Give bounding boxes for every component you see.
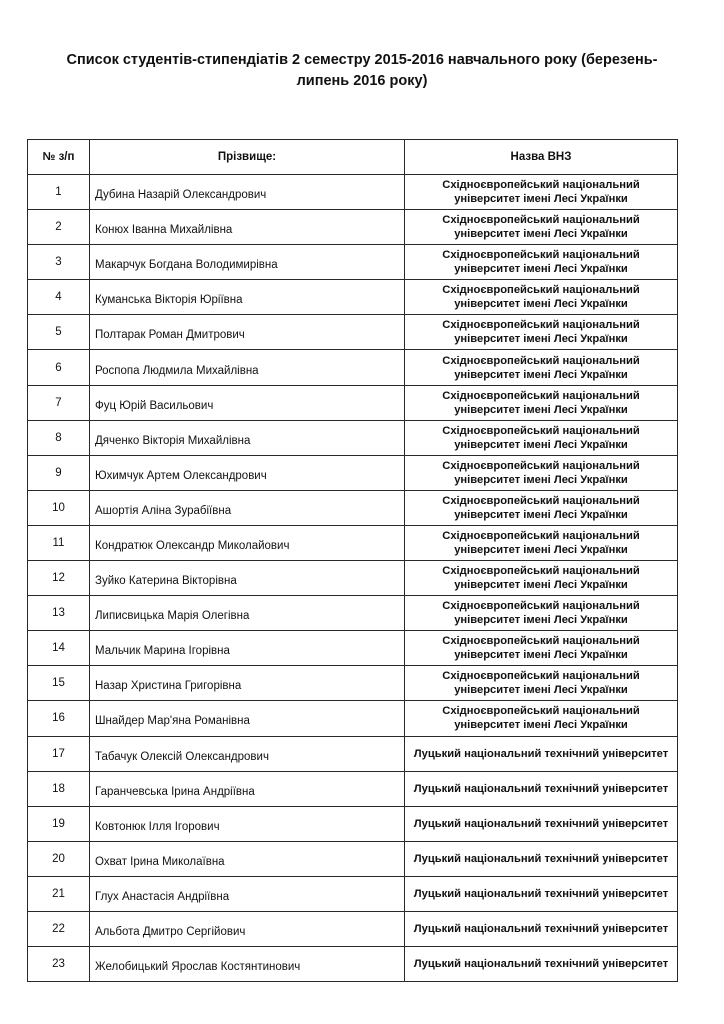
university-line: Східноєвропейський національний [442,319,640,332]
university-line: Східноєвропейський національний [442,354,640,367]
university-name [405,947,678,982]
student-name: Конюх Іванна Михайлівна [90,210,405,245]
university-name [405,771,678,806]
row-number: 23 [28,947,90,982]
table-header-row [28,140,678,175]
university-name [405,666,678,701]
university-name [405,385,678,420]
university-line: Луцький національний технічний університет [413,887,669,900]
university-line: університет імені Лесі Українки [454,298,628,311]
university-name [405,911,678,946]
row-number: 18 [28,771,90,806]
university-line: Східноєвропейський національний [442,529,640,542]
header-university: Назва ВНЗ [405,140,678,175]
student-name: Альбота Дмитро Сергійович [90,911,405,946]
table-row [28,525,678,560]
table-row [28,806,678,841]
table-row [28,911,678,946]
table-row [28,596,678,631]
university-line: Луцький національний технічний університет [413,817,669,830]
university-name [405,701,678,736]
university-name [405,841,678,876]
student-name: Липисвицька Марія Олегівна [90,596,405,631]
university-name [405,596,678,631]
table-row [28,666,678,701]
student-name: Роспопа Людмила Михайлівна [90,350,405,385]
university-line: Луцький національний технічний університет [413,747,669,760]
row-number: 14 [28,631,90,666]
table-row [28,771,678,806]
table-row [28,280,678,315]
student-name: Табачук Олексій Олександрович [90,736,405,771]
university-line: університет імені Лесі Українки [454,193,628,206]
university-name [405,561,678,596]
student-name: Охват Ірина Миколаївна [90,841,405,876]
row-number: 13 [28,596,90,631]
university-line: університет імені Лесі Українки [454,719,628,732]
row-number: 1 [28,175,90,210]
table-row [28,175,678,210]
university-name [405,736,678,771]
header-surname: Прізвище: [90,140,405,175]
university-line: Луцький національний технічний університет [413,923,669,936]
row-number: 8 [28,420,90,455]
university-line: Східноєвропейський національний [442,389,640,402]
row-number: 4 [28,280,90,315]
university-name [405,175,678,210]
university-name [405,525,678,560]
table-row [28,210,678,245]
row-number: 6 [28,350,90,385]
row-number: 9 [28,455,90,490]
student-name: Дяченко Вікторія Михайлівна [90,420,405,455]
row-number: 20 [28,841,90,876]
university-name [405,490,678,525]
table-row [28,736,678,771]
university-line: університет імені Лесі Українки [454,368,628,381]
student-name: Ковтонюк Ілля Ігорович [90,806,405,841]
table-row [28,561,678,596]
university-line: Східноєвропейський національний [442,284,640,297]
university-line: університет імені Лесі Українки [454,543,628,556]
student-name: Полтарак Роман Дмитрович [90,315,405,350]
row-number: 10 [28,490,90,525]
student-name: Юхимчук Артем Олександрович [90,455,405,490]
university-line: Східноєвропейський національний [442,494,640,507]
row-number: 2 [28,210,90,245]
student-name: Глух Анастасія Андріївна [90,876,405,911]
university-name [405,245,678,280]
student-name: Зуйко Катерина Вікторівна [90,561,405,596]
row-number: 15 [28,666,90,701]
university-line: Східноєвропейський національний [442,424,640,437]
header-number: № з/п [28,140,90,175]
table-row [28,947,678,982]
table-row [28,420,678,455]
title-line-1: Список студентів-стипендіатів 2 семестру 2015-2016 навчального року (березень- [66,52,658,68]
student-name: Куманська Вікторія Юріївна [90,280,405,315]
university-name [405,806,678,841]
university-name [405,876,678,911]
university-line: університет імені Лесі Українки [454,263,628,276]
university-name [405,455,678,490]
university-line: Східноєвропейський національний [442,670,640,683]
university-line: Луцький національний технічний університет [413,782,669,795]
table-row [28,701,678,736]
row-number: 21 [28,876,90,911]
university-line: університет імені Лесі Українки [454,649,628,662]
university-name [405,315,678,350]
student-name: Макарчук Богдана Володимирівна [90,245,405,280]
table-row [28,455,678,490]
student-name: Гаранчевська Ірина Андріївна [90,771,405,806]
row-number: 22 [28,911,90,946]
university-line: університет імені Лесі Українки [454,333,628,346]
university-line: Східноєвропейський національний [442,565,640,578]
row-number: 19 [28,806,90,841]
student-name: Кондратюк Олександр Миколайович [90,525,405,560]
table-row [28,350,678,385]
university-line: університет імені Лесі Українки [454,228,628,241]
university-line: Східноєвропейський національний [442,249,640,262]
university-line: Східноєвропейський національний [442,600,640,613]
table-row [28,385,678,420]
student-name: Назар Христина Григорівна [90,666,405,701]
university-line: Східноєвропейський національний [442,179,640,192]
student-name: Мальчик Марина Ігорівна [90,631,405,666]
table-row [28,631,678,666]
student-name: Шнайдер Мар'яна Романівна [90,701,405,736]
row-number: 12 [28,561,90,596]
title-line-2: липень 2016 року) [296,73,428,89]
university-line: Луцький національний технічний університет [413,958,669,971]
scholarship-table [27,139,678,982]
row-number: 7 [28,385,90,420]
university-line: Східноєвропейський національний [442,705,640,718]
university-line: університет імені Лесі Українки [454,473,628,486]
university-line: університет імені Лесі Українки [454,403,628,416]
row-number: 3 [28,245,90,280]
student-name: Фуц Юрій Васильович [90,385,405,420]
university-name [405,210,678,245]
university-line: Східноєвропейський національний [442,635,640,648]
student-name: Дубина Назарій Олександрович [90,175,405,210]
university-line: Луцький національний технічний університет [413,852,669,865]
row-number: 16 [28,701,90,736]
university-line: університет імені Лесі Українки [454,579,628,592]
university-name [405,350,678,385]
university-name [405,280,678,315]
table-row [28,876,678,911]
university-name [405,631,678,666]
university-line: Східноєвропейський національний [442,459,640,472]
university-line: університет імені Лесі Українки [454,684,628,697]
table-row [28,315,678,350]
row-number: 11 [28,525,90,560]
table-row [28,245,678,280]
university-line: університет імені Лесі Українки [454,508,628,521]
row-number: 17 [28,736,90,771]
document-title [30,50,694,92]
row-number: 5 [28,315,90,350]
table-row [28,841,678,876]
university-line: університет імені Лесі Українки [454,614,628,627]
student-name: Желобицький Ярослав Костянтинович [90,947,405,982]
university-line: Східноєвропейський національний [442,214,640,227]
table-body [28,175,678,982]
university-name [405,420,678,455]
table-row [28,490,678,525]
student-name: Ашортія Аліна Зурабіївна [90,490,405,525]
university-line: університет імені Лесі Українки [454,438,628,451]
